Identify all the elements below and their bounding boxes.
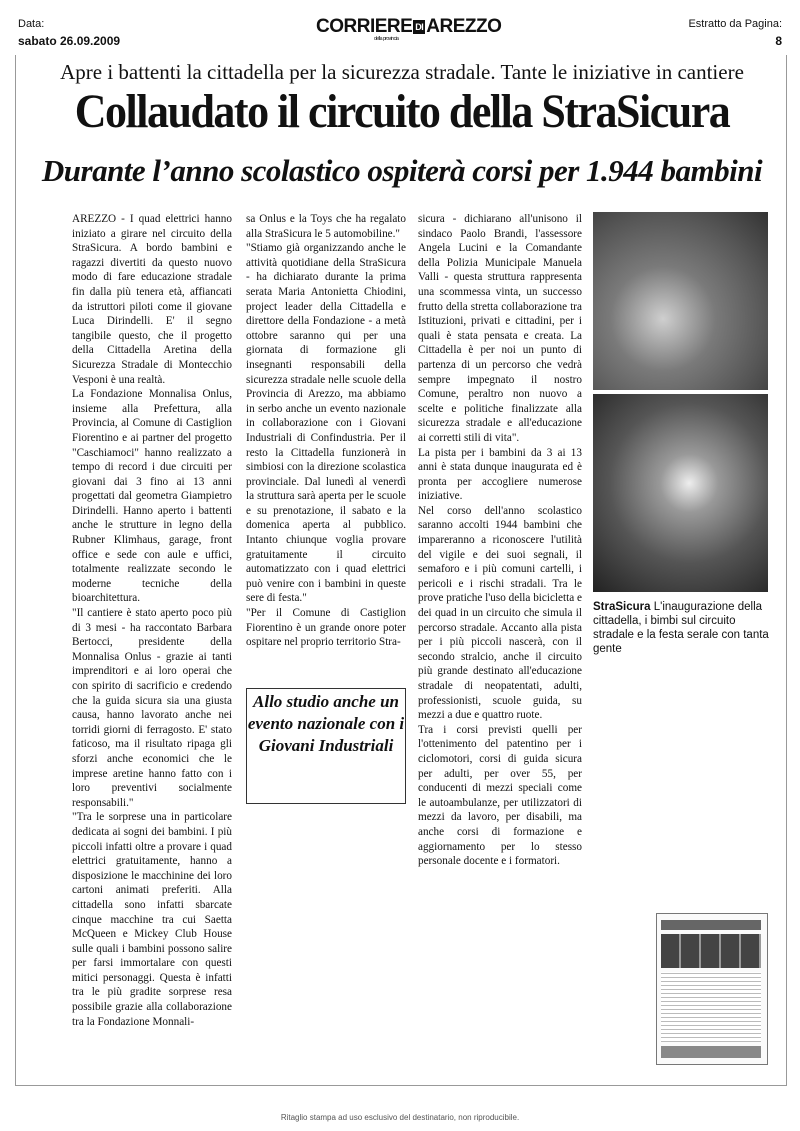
paragraph: "Tra le sorprese una in particolare dedicata ai sogni dei bambini. I più piccoli infatti oltre a provare i quad elettrici gratuitamente, hanno a disposizione le macchinine dei loro cartoni animati preferiti. Alla cittadella sono infatti sbarcate cinque macchine tra cui Saetta McQueen e Mickey Club House sulle quali i bambini possono salire per farsi immortalare con questi mitici personaggi. Questa è infatti tra le più gradite sorprese resa possibile grazie alla collaborazione tra la Fondazione Monnali-	[72, 811, 232, 1028]
photo-kids-on-track	[593, 212, 768, 390]
article-column-2	[246, 212, 406, 682]
paragraph: "Il cantiere è stato aperto poco più di 3 mesi - ha raccontato Barbara Bertocci, presidente della Monnalisa Onlus - grazie ai tanti imprenditori e ai loro operai che con spirito di sacrificio e credendo che la guida sicura sia una giusta causa, hanno lavorato anche nei torridi giorni di ferragosto. E' stato faticoso, ma il risultato ripaga gli sforzi anche economici che le imprese aretine hanno fatto con i loro preventivi socialmente responsabili."	[72, 607, 232, 809]
paragraph: Tra i corsi previsti quelli per l'ottenimento del patentino per i ciclomotori, corsi di guida sicura per adulti, per over 55, per conducenti di mezzi speciali come le autoambulanze, per utilizzatori di mezzi da lavoro, per disabili, ma anche corsi di formazione e aggiornamento per lo stesso personale docente e i formatori.	[418, 723, 582, 868]
page-number: 8	[775, 34, 782, 48]
thumb-text	[661, 972, 761, 1042]
article-subtitle: Durante l’anno scolastico ospiterà corsi per 1.944 bambini	[41, 153, 763, 188]
thumb-ad	[661, 1046, 761, 1058]
caption-bold: StraSicura	[593, 601, 651, 613]
logo-di: DI	[415, 21, 424, 32]
logo-subtitle: della provincia	[374, 36, 399, 42]
date-value: sabato 26.09.2009	[18, 34, 121, 48]
newspaper-logo	[316, 16, 502, 44]
thumb-headline	[661, 920, 761, 930]
paragraph: AREZZO - I quad elettrici hanno iniziato a girare nel circuito della StraSicura. A bordo bambini e ragazzi divertiti da questo nuovo modo di fare educazione stradale fin dalla più tenera età, affiancati da istruttori piloti come il giovane Luca Dirindelli. E' il segno tangibile questo, che il progetto della Cittadella Aretina della Sicurezza Stradale di Montecchio Vesponi è una realtà.	[72, 213, 232, 386]
footer-disclaimer: Ritaglio stampa ad uso esclusivo del destinatario, non riproducibile.	[280, 1113, 520, 1122]
article-column-3	[418, 212, 582, 902]
paragraph: "Per il Comune di Castiglion Fiorentino è un grande onore poter ospitare nel proprio territorio Stra-	[246, 607, 406, 649]
date-label: Data:	[18, 18, 45, 30]
page-thumbnail	[656, 913, 768, 1065]
pull-quote: Allo studio anche un evento nazionale con i Giovani Industriali	[246, 688, 406, 804]
article-title: Collaudato il circuito della StraSicura	[74, 85, 730, 138]
logo-left: CORRIERE	[316, 16, 413, 37]
caption-text: L'inaugurazione della cittadella, i bimbi sul circuito stradale e la festa serale con tanta gente	[593, 601, 769, 655]
paragraph: sicura - dichiarano all'unisono il sindaco Paolo Brandi, l'assessore Angela Lucini e la Comandante della Polizia Municipale Manuela Valli - questa struttura rappresenta una scommessa vinta, un successo frutto della stretta collaborazione tra Istituzioni, privati e cittadini, per i quali è stata pensata e creata. La Cittadella è per noi un punto di partenza di un percorso che vedrà sempre impegnato il nostro Comune, peraltro non nuovo a scelte e politiche finalizzate alla sicurezza stradale e all'educazione ai corretti stili di vita".	[418, 213, 582, 444]
photo-evening-party	[593, 394, 768, 592]
extract-label: Estratto da Pagina:	[688, 18, 782, 30]
photo-caption	[593, 600, 773, 656]
logo-right: AREZZO	[426, 16, 502, 37]
thumb-photos	[661, 934, 761, 968]
paragraph: La Fondazione Monnalisa Onlus, insieme alla Prefettura, alla Provincia, al Comune di Castiglion Fiorentino e ai partner del progetto "Caschiamoci" hanno realizzato a tempo di record i due circuiti per giovani dai 3 fino ai 13 anni progettati dal geometra Giampietro Dirindelli. Hanno aperto i battenti anche le strutture in legno della Rubner Klimhaus, garage, front office e sede con aule e uffici, totalmente realizzate secondo le moderne tecniche della bioarchitettura.	[72, 388, 232, 605]
paragraph: sa Onlus e la Toys che ha regalato alla StraSicura le 5 automobiline."	[246, 213, 406, 240]
paragraph: "Stiamo già organizzando anche le attività quotidiane della StraSicura - ha dichiarato durante la prima serata Maria Antonietta Chiodini, project leader della Cittadella e direttore della Fondazione - a metà ottobre saranno qui per una giornata di formazione gli insegnanti responsabili della sicurezza stradale nelle scuole della Provincia di Arezzo, ma abbiamo in serbo anche un evento nazionale in collaborazione con i Giovani Industriali di Confindustria. Per il resto la Cittadella funzionerà in simbiosi con la direzione scolastica provinciale. Dal lunedì al venerdì la struttura sarà aperta per le scuole e su prenotazione, il sabato e la domenica aperta al pubblico. Intanto chiunque voglia provare gratuitamente il circuito automatizzato con i quad elettrici può venire con i bambini in queste sere di festa."	[246, 242, 406, 605]
paragraph: Nel corso dell'anno scolastico saranno accolti 1944 bambini che impareranno a riconoscere l'utilità del vigile e dei suoi segnali, il semaforo e i più comuni cartelli, i pericoli e i rischi stradali. Tra le prove pratiche l'uso della bicicletta e dei quad in un circuito che simula il percorso stradale. Accanto alla pista per i più piccoli nascerà, con il secondo stralcio, anche il circuito più grande destinato all'educazione stradale di neopatentati, adulti, professionisti, scuole guida, su mezzi a due e quattro ruote.	[418, 504, 582, 722]
article-kicker: Apre i battenti la cittadella per la sicurezza stradale. Tante le iniziative in cantiere	[60, 60, 744, 84]
paragraph: La pista per i bambini da 3 ai 13 anni è stata dunque inaugurata ed è pronta per accogliere numerose iniziative.	[418, 446, 582, 503]
article-column-1	[72, 212, 232, 1060]
